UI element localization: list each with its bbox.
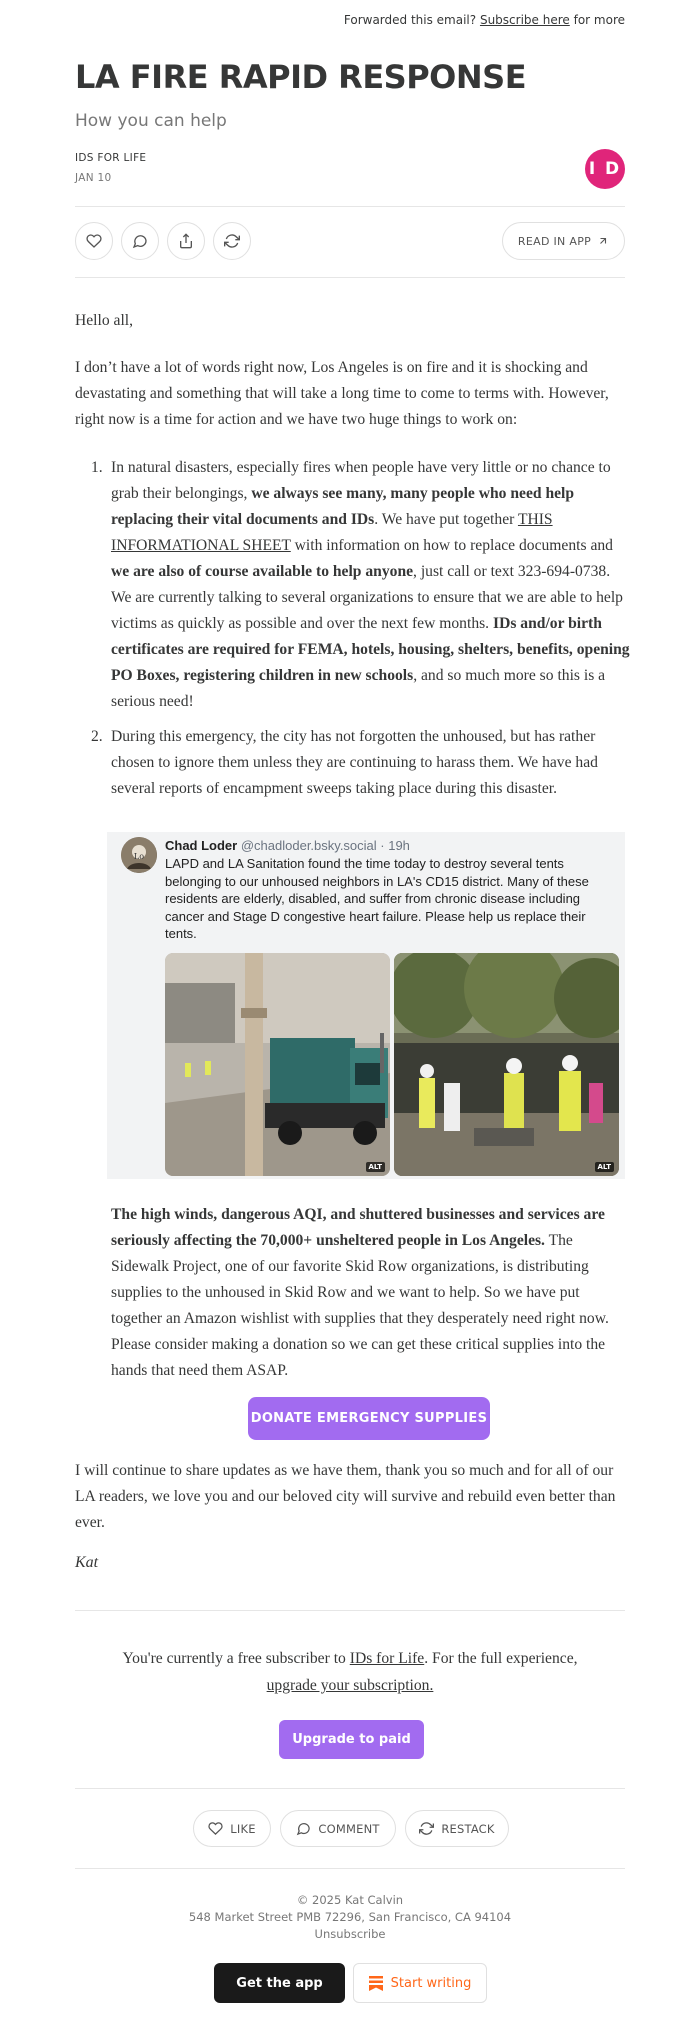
comment-icon: [296, 1821, 311, 1836]
forward-suffix: for more: [573, 13, 625, 27]
divider: [75, 1610, 625, 1611]
signature: Kat: [75, 1554, 99, 1571]
get-the-app-button[interactable]: Get the app: [214, 1963, 345, 2003]
closing-paragraph: I will continue to share updates as we have them, thank you so much and for all of our LA readers, we love you and our beloved city will survive and rebuild even better than ever.: [75, 1462, 616, 1531]
list-item: [111, 455, 631, 715]
item1-text-c: . We have put together: [374, 511, 515, 528]
tweet-author: [165, 838, 410, 853]
restack-icon: [224, 233, 240, 249]
tweet-photo-workers: [394, 953, 619, 1176]
item1-text-g: IDs and/or birth certificates are required for FEMA, hotels, housing, shelters, benefits, opening PO Boxes, registering children in new schools: [111, 615, 630, 684]
list-number-1: 1.: [91, 459, 103, 476]
footer-info: [75, 1892, 625, 1943]
list-number-2: 2.: [91, 728, 103, 745]
like-label: LIKE: [230, 1821, 256, 1836]
start-writing-button[interactable]: [353, 1963, 487, 2003]
wind-rest-text: The Sidewalk Project, one of our favorite Skid Row organizations, is distributing supplies to the unhoused in Skid Row and we want to help. So we have put together an Amazon wishlist with supplies that they desperately need right now. Please consider making a donation so we can get these critical supplies into the hands that need them ASAP.: [111, 1232, 609, 1379]
informational-sheet-link[interactable]: THIS INFORMATIONAL SHEET: [111, 511, 553, 554]
publication-link[interactable]: IDs for Life: [349, 1650, 425, 1667]
comment-pill-button[interactable]: [280, 1810, 396, 1847]
publication-name[interactable]: IDS FOR LIFE: [75, 152, 147, 164]
intro-paragraph: I don’t have a lot of words right now, Los Angeles is on fire and it is shocking and devastating and something that will take a long time to come to terms with. However, right now is a time for action and we have two huge things to work on:: [75, 359, 609, 428]
item1-text-a: In natural disasters, especially fires when people have very little or no chance to grab their belongings,: [111, 459, 611, 502]
item1-text-h: , and so much more so this is a serious need!: [111, 667, 606, 710]
share-button[interactable]: [167, 222, 205, 260]
like-pill-button[interactable]: [193, 1810, 271, 1847]
like-button[interactable]: [75, 222, 113, 260]
item1-text-e: we are also of course available to help anyone: [111, 563, 414, 580]
svg-text:Lo: Lo: [133, 852, 145, 861]
copyright: © 2025 Kat Calvin: [296, 1893, 404, 1907]
restack-label: RESTACK: [441, 1821, 495, 1836]
upgrade-to-paid-button[interactable]: Upgrade to paid: [279, 1720, 424, 1759]
divider: [75, 1868, 625, 1869]
sub-prefix: You're currently a free subscriber to: [122, 1650, 346, 1667]
divider: [75, 206, 625, 207]
item1-text-b: we always see many, many people who need help replacing their vital documents and IDs: [111, 485, 575, 528]
publication-avatar[interactable]: I D: [585, 149, 625, 189]
list-item: During this emergency, the city has not forgotten the unhoused, but has rather chosen to ignore them unless they are continuing to harass them. We have had several reports of encampment sweeps taking place during this disaster.: [111, 728, 598, 797]
restack-button[interactable]: [213, 222, 251, 260]
tweet-text: LAPD and LA Sanitation found the time today to destroy several tents belonging to our unhoused neighbors in LA's CD15 district. Many of these residents are elderly, disabled, and suffer from chronic disease including cancer and Stage D congestive heart failure. Please help us replace their tents.: [165, 856, 589, 941]
divider: [75, 1788, 625, 1789]
post-title: LA FIRE RAPID RESPONSE: [75, 58, 527, 96]
embedded-post[interactable]: [107, 832, 625, 1179]
item1-text-d: with information on how to replace documents and: [294, 537, 613, 554]
donate-emergency-supplies-button[interactable]: DONATE EMERGENCY SUPPLIES: [248, 1397, 490, 1440]
sub-middle: . For the full experience,: [424, 1650, 578, 1667]
upgrade-subscription-link[interactable]: upgrade your subscription.: [266, 1677, 434, 1694]
post-subtitle: How you can help: [75, 111, 227, 131]
subscribe-link[interactable]: Subscribe here: [479, 13, 570, 27]
start-writing-label: Start writing: [390, 1975, 472, 1991]
tweet-author-name: Chad Loder: [165, 838, 238, 853]
tweet-avatar: [121, 837, 157, 873]
share-icon: [178, 233, 194, 249]
subscription-message: [75, 1645, 625, 1699]
post-date: JAN 10: [75, 172, 112, 184]
item1-text-f: , just call or text 323-694-0738. We are currently talking to several organizations to ensure that we are able to help victims as quickly as possible and over the next few months.: [111, 563, 623, 632]
read-in-app-button[interactable]: [502, 222, 625, 260]
unsubscribe-link[interactable]: Unsubscribe: [314, 1927, 386, 1941]
restack-pill-button[interactable]: [405, 1810, 509, 1847]
alt-badge: ALT: [595, 1162, 615, 1172]
substack-logo-icon: [369, 1976, 383, 1991]
alt-badge: ALT: [366, 1162, 386, 1172]
comment-button[interactable]: [121, 222, 159, 260]
wind-paragraph: [111, 1202, 631, 1384]
wind-bold-text: The high winds, dangerous AQI, and shuttered businesses and services are seriously affecting the 70,000+ unsheltered people in Los Angeles.: [111, 1206, 605, 1249]
tweet-photo-truck: [165, 953, 390, 1176]
heart-icon: [208, 1821, 223, 1836]
arrow-up-right-icon: [597, 235, 609, 247]
restack-icon: [419, 1821, 434, 1836]
forward-note: [344, 13, 625, 27]
comment-icon: [132, 233, 148, 249]
tweet-handle: @chadloder.bsky.social · 19h: [240, 838, 410, 853]
heart-icon: [86, 233, 102, 249]
divider: [75, 277, 625, 278]
comment-label: COMMENT: [318, 1821, 380, 1836]
read-in-app-label: READ IN APP: [517, 234, 592, 248]
address: 548 Market Street PMB 72296, San Francisco, CA 94104: [188, 1910, 512, 1924]
forward-prefix: Forwarded this email?: [343, 13, 477, 27]
greeting: Hello all,: [75, 312, 134, 329]
